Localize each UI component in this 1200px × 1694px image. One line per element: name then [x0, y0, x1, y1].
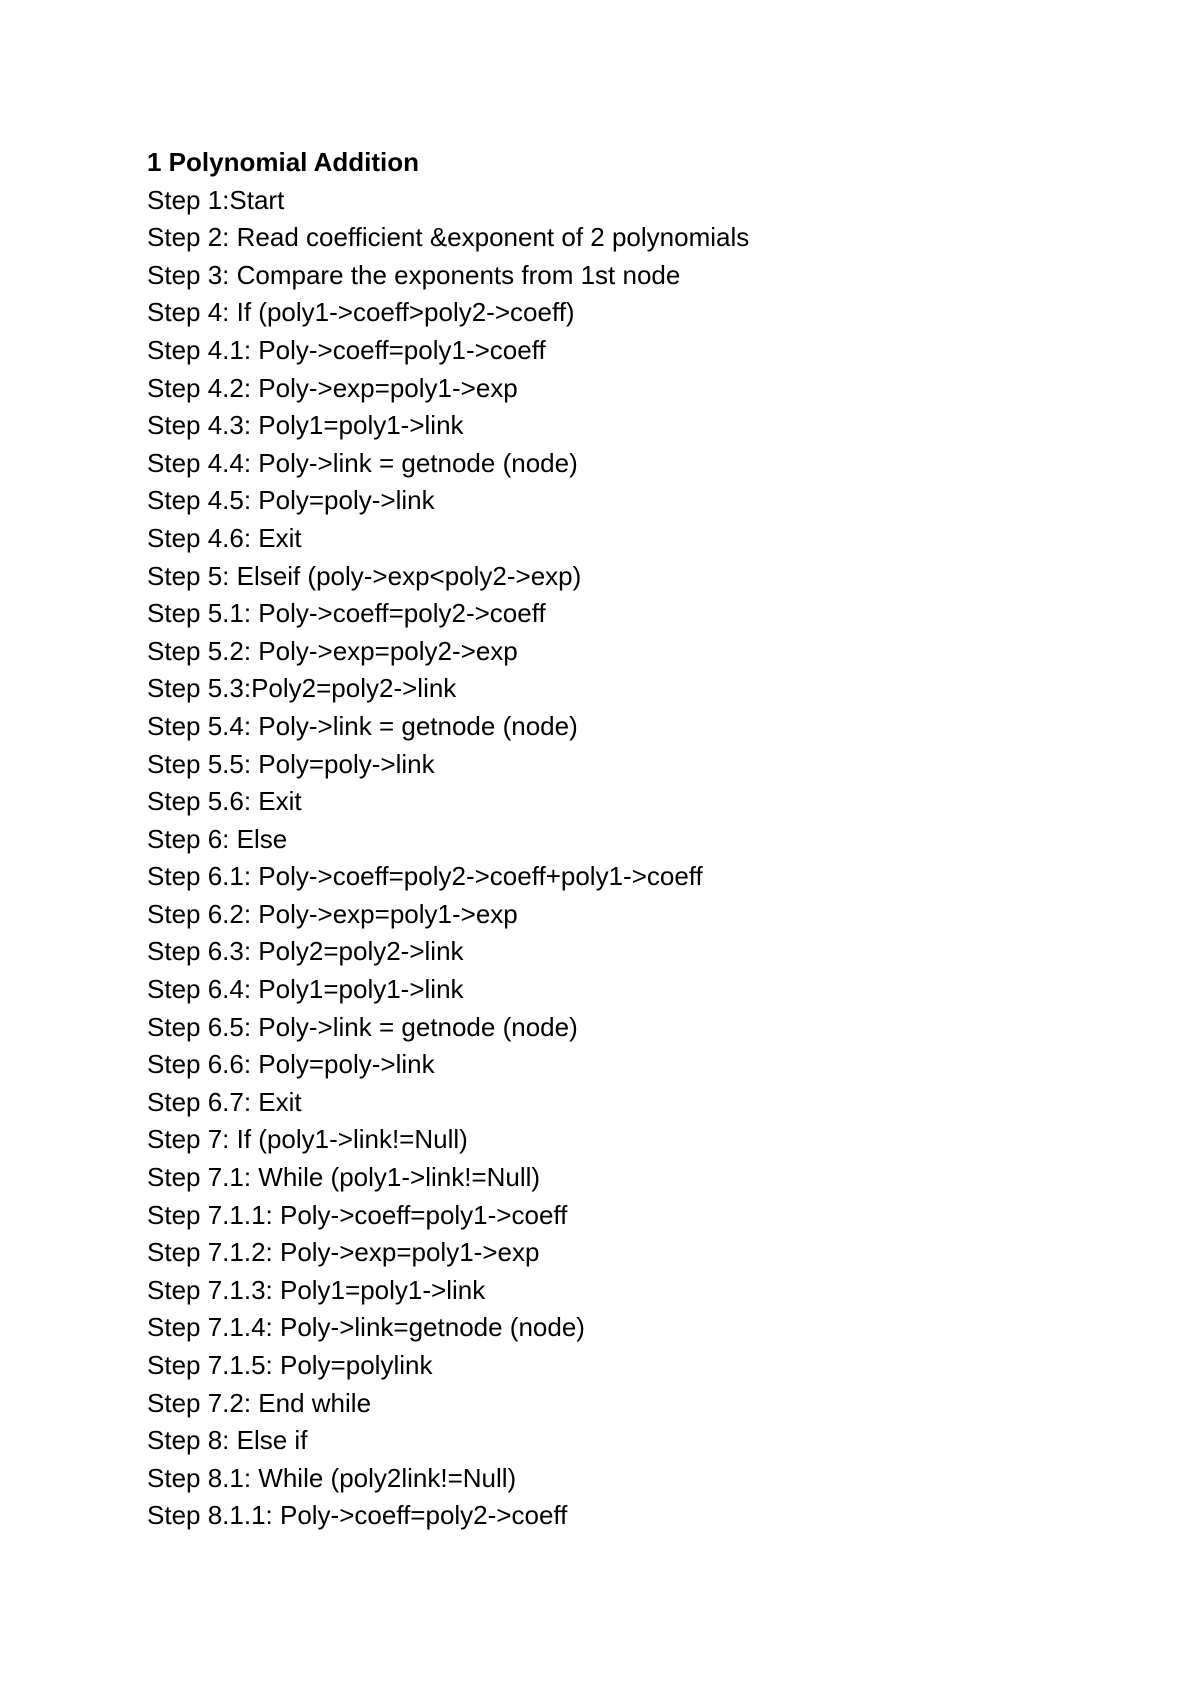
step-line: Step 4.5: Poly=poly->link [147, 485, 435, 516]
step-line: Step 7.1.4: Poly->link=getnode (node) [147, 1312, 585, 1343]
step-line: Step 4.3: Poly1=poly1->link [147, 410, 464, 441]
step-line: Step 7.1.1: Poly->coeff=poly1->coeff [147, 1199, 568, 1230]
step-line: Step 5.4: Poly->link = getnode (node) [147, 710, 578, 741]
step-line: Step 8.1: While (poly2link!=Null) [147, 1462, 517, 1493]
step-line: Step 3: Compare the exponents from 1st node [147, 259, 681, 290]
step-line: Step 6.2: Poly->exp=poly1->exp [147, 898, 518, 929]
step-line: Step 7: If (poly1->link!=Null) [147, 1124, 468, 1155]
step-line: Step 6.6: Poly=poly->link [147, 1049, 435, 1080]
step-line: Step 5.5: Poly=poly->link [147, 748, 435, 779]
step-line: Step 7.1.3: Poly1=poly1->link [147, 1274, 486, 1305]
step-line: Step 8: Else if [147, 1425, 308, 1456]
step-line: Step 6.4: Poly1=poly1->link [147, 974, 464, 1005]
step-line: Step 1:Start [147, 184, 285, 215]
step-line: Step 6.3: Poly2=poly2->link [147, 936, 464, 967]
step-line: Step 8.1.1: Poly->coeff=poly2->coeff [147, 1500, 568, 1531]
step-line: Step 6.1: Poly->coeff=poly2->coeff+poly1->coeff [147, 861, 703, 892]
step-line: Step 6.5: Poly->link = getnode (node) [147, 1011, 578, 1042]
step-line: Step 7.1.5: Poly=polylink [147, 1350, 433, 1380]
step-line: Step 6: Else [147, 823, 288, 854]
step-line: Step 5: Elseif (poly->exp<poly2->exp) [147, 560, 582, 591]
step-line: Step 5.3:Poly2=poly2->link [147, 673, 457, 704]
step-line: Step 7.2: End while [147, 1387, 372, 1418]
step-line: Step 6.7: Exit [147, 1086, 302, 1117]
document-title: 1 Polynomial Addition [147, 147, 420, 177]
step-line: Step 4: If (poly1->coeff>poly2->coeff) [147, 297, 575, 328]
step-line: Step 4.1: Poly->coeff=poly1->coeff [147, 334, 546, 365]
document-content [147, 144, 1147, 1535]
step-line: Step 5.6: Exit [147, 786, 302, 817]
step-line: Step 4.2: Poly->exp=poly1->exp [147, 372, 518, 403]
step-line: Step 7.1: While (poly1->link!=Null) [147, 1162, 541, 1193]
step-line: Step 4.4: Poly->link = getnode (node) [147, 447, 578, 478]
step-line: Step 2: Read coefficient &exponent of 2 polynomials [147, 222, 750, 253]
step-line: Step 5.2: Poly->exp=poly2->exp [147, 635, 518, 666]
step-line: Step 7.1.2: Poly->exp=poly1->exp [147, 1237, 540, 1268]
step-line: Step 4.6: Exit [147, 522, 302, 553]
step-line: Step 5.1: Poly->coeff=poly2->coeff [147, 598, 546, 629]
step-list [147, 182, 1147, 1535]
